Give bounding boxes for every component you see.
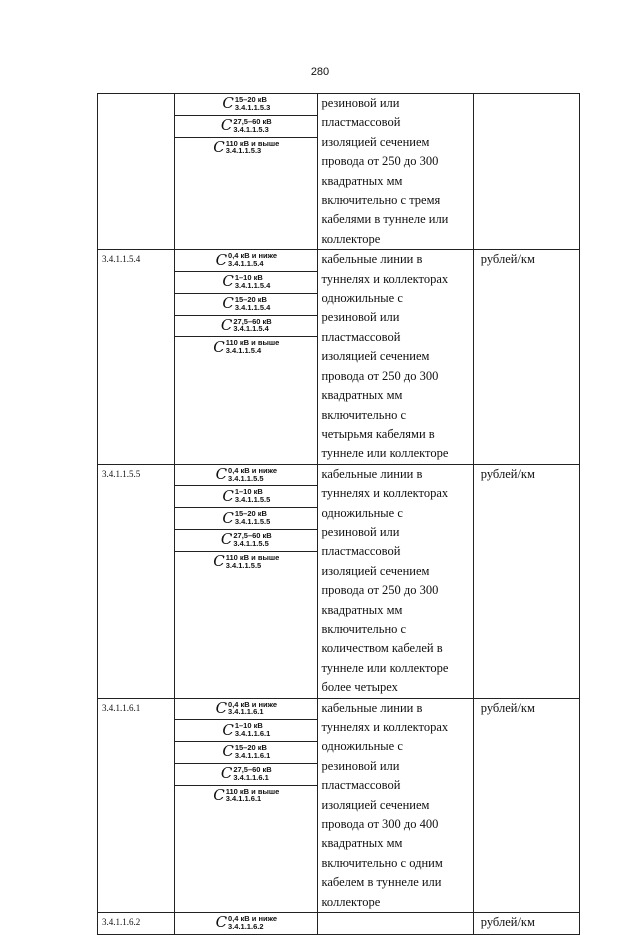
symbol-index: 3.4.1.1.6.1: [234, 729, 271, 739]
symbol-index: 3.4.1.1.6.1: [228, 707, 264, 717]
table-row: [98, 464, 580, 698]
symbol-letter: C: [213, 785, 225, 804]
symbol-voltage: 110 кВ и выше: [225, 338, 280, 348]
symbol-voltage: 27,5–60 кВ: [233, 316, 272, 326]
tariff-table-body: [98, 94, 580, 935]
rate-symbol: [175, 316, 317, 338]
row-description: резиновой или пластмассовой изоляцией сечением провода от 250 до 300 квадратных мм включительно с тремя кабелями в туннеле или коллекторе: [318, 94, 473, 250]
symbol-voltage: 27,5–60 кВ: [233, 764, 272, 774]
row-code: 3.4.1.1.6.2: [98, 913, 175, 935]
tariff-table: [97, 93, 580, 935]
symbol-index: 3.4.1.1.5.5: [225, 560, 262, 570]
symbol-voltage: 110 кВ и выше: [225, 138, 280, 148]
symbol-letter: C: [222, 486, 234, 505]
rate-symbols: [175, 698, 318, 912]
row-description: кабельные линии в туннелях и коллекторах одножильные с резиновой или пластмассовой изоляцией сечением провода от 250 до 300 квадратных мм включительно с количеством кабелей в туннеле или коллекторе более четырех: [318, 464, 473, 698]
rate-symbol: [175, 337, 317, 358]
symbol-index: 3.4.1.1.5.4: [225, 346, 262, 356]
symbol-index: 3.4.1.1.5.3: [233, 124, 269, 134]
symbol-index: 3.4.1.1.5.5: [233, 538, 269, 548]
symbol-index: 3.4.1.1.6.1: [225, 794, 262, 804]
rate-symbol: [175, 552, 317, 573]
symbol-index: 3.4.1.1.5.4: [233, 324, 269, 334]
row-unit: [473, 94, 579, 250]
symbol-voltage: 15–20 кВ: [234, 509, 267, 519]
row-code: 3.4.1.1.6.1: [98, 698, 175, 912]
rate-symbol: [175, 272, 317, 294]
rate-symbol: [175, 294, 317, 316]
rate-symbol: [175, 465, 317, 487]
symbol-index: 3.4.1.1.5.5: [234, 517, 271, 527]
rate-symbols: [175, 464, 318, 698]
rate-symbol: [175, 913, 317, 934]
row-code: [98, 94, 175, 250]
row-code: 3.4.1.1.5.5: [98, 464, 175, 698]
symbol-voltage: 110 кВ и выше: [225, 786, 280, 796]
symbol-letter: C: [220, 116, 233, 135]
symbol-voltage: 0,4 кВ и ниже: [228, 699, 278, 709]
symbol-index: 3.4.1.1.6.1: [233, 772, 269, 782]
symbol-letter: C: [215, 250, 228, 269]
rate-symbol: [175, 250, 317, 272]
symbol-letter: C: [222, 94, 234, 113]
rate-symbol: [175, 486, 317, 508]
symbol-index: 3.4.1.1.5.3: [234, 102, 271, 112]
rate-symbol: [175, 764, 317, 786]
symbol-index: 3.4.1.1.5.5: [234, 495, 271, 505]
rate-symbol: [175, 508, 317, 530]
symbol-voltage: 0,4 кВ и ниже: [228, 914, 278, 924]
symbol-index: 3.4.1.1.5.3: [225, 146, 262, 156]
rate-symbol: [175, 116, 317, 138]
symbol-index: 3.4.1.1.5.4: [228, 259, 264, 269]
row-unit: рублей/км: [473, 913, 579, 935]
symbol-letter: C: [213, 137, 225, 156]
symbol-letter: C: [220, 315, 233, 334]
symbol-index: 3.4.1.1.5.4: [234, 280, 271, 290]
rate-symbol: [175, 699, 317, 721]
row-description: кабельные линии в туннелях и коллекторах одножильные с резиновой или пластмассовой изоляцией сечением провода от 300 до 400 квадратных мм включительно с одним кабелем в туннеле или коллекторе: [318, 698, 473, 912]
symbol-voltage: 110 кВ и выше: [225, 552, 280, 562]
page-number: 280: [310, 66, 330, 78]
symbol-letter: C: [222, 742, 234, 761]
symbol-letter: C: [213, 552, 225, 571]
rate-symbols: [175, 913, 318, 935]
symbol-letter: C: [220, 530, 233, 549]
symbol-index: 3.4.1.1.5.4: [234, 302, 271, 312]
symbol-letter: C: [222, 508, 234, 527]
symbol-voltage: 0,4 кВ и ниже: [228, 251, 278, 261]
table-row: [98, 250, 580, 464]
rate-symbol: [175, 786, 317, 807]
symbol-letter: C: [222, 720, 234, 739]
row-unit: рублей/км: [473, 698, 579, 912]
symbol-letter: C: [220, 764, 233, 783]
symbol-voltage: 0,4 кВ и ниже: [228, 465, 278, 475]
rate-symbols: [175, 94, 318, 250]
rate-symbol: [175, 720, 317, 742]
symbol-voltage: 27,5–60 кВ: [233, 530, 272, 540]
symbol-letter: C: [213, 337, 225, 356]
symbol-index: 3.4.1.1.6.1: [234, 750, 271, 760]
row-unit: рублей/км: [473, 464, 579, 698]
symbol-letter: C: [215, 698, 228, 717]
symbol-voltage: 15–20 кВ: [234, 294, 267, 304]
symbol-voltage: 1–10 кВ: [234, 721, 263, 731]
symbol-voltage: 15–20 кВ: [234, 743, 267, 753]
table-row: [98, 913, 580, 935]
symbol-letter: C: [215, 465, 228, 484]
rate-symbol: [175, 94, 317, 116]
symbol-voltage: 1–10 кВ: [234, 487, 263, 497]
table-row: [98, 698, 580, 912]
rate-symbol: [175, 138, 317, 159]
symbol-letter: C: [222, 272, 234, 291]
symbol-voltage: 1–10 кВ: [234, 273, 263, 282]
symbol-letter: C: [222, 294, 234, 313]
row-unit: рублей/км: [473, 250, 579, 464]
row-description: кабельные линии в туннелях и коллекторах одножильные с резиновой или пластмассовой изоляцией сечением провода от 250 до 300 квадратных мм включительно с четырьмя кабелями в туннеле или коллекторе: [318, 250, 473, 464]
symbol-voltage: 15–20 кВ: [234, 95, 267, 104]
table-row: [98, 94, 580, 250]
row-code: 3.4.1.1.5.4: [98, 250, 175, 464]
row-description: [318, 913, 473, 935]
rate-symbols: [175, 250, 318, 464]
rate-symbol: [175, 530, 317, 552]
symbol-index: 3.4.1.1.5.5: [228, 473, 264, 483]
symbol-index: 3.4.1.1.6.2: [228, 921, 264, 931]
symbol-voltage: 27,5–60 кВ: [233, 116, 272, 126]
symbol-letter: C: [215, 913, 228, 932]
rate-symbol: [175, 742, 317, 764]
